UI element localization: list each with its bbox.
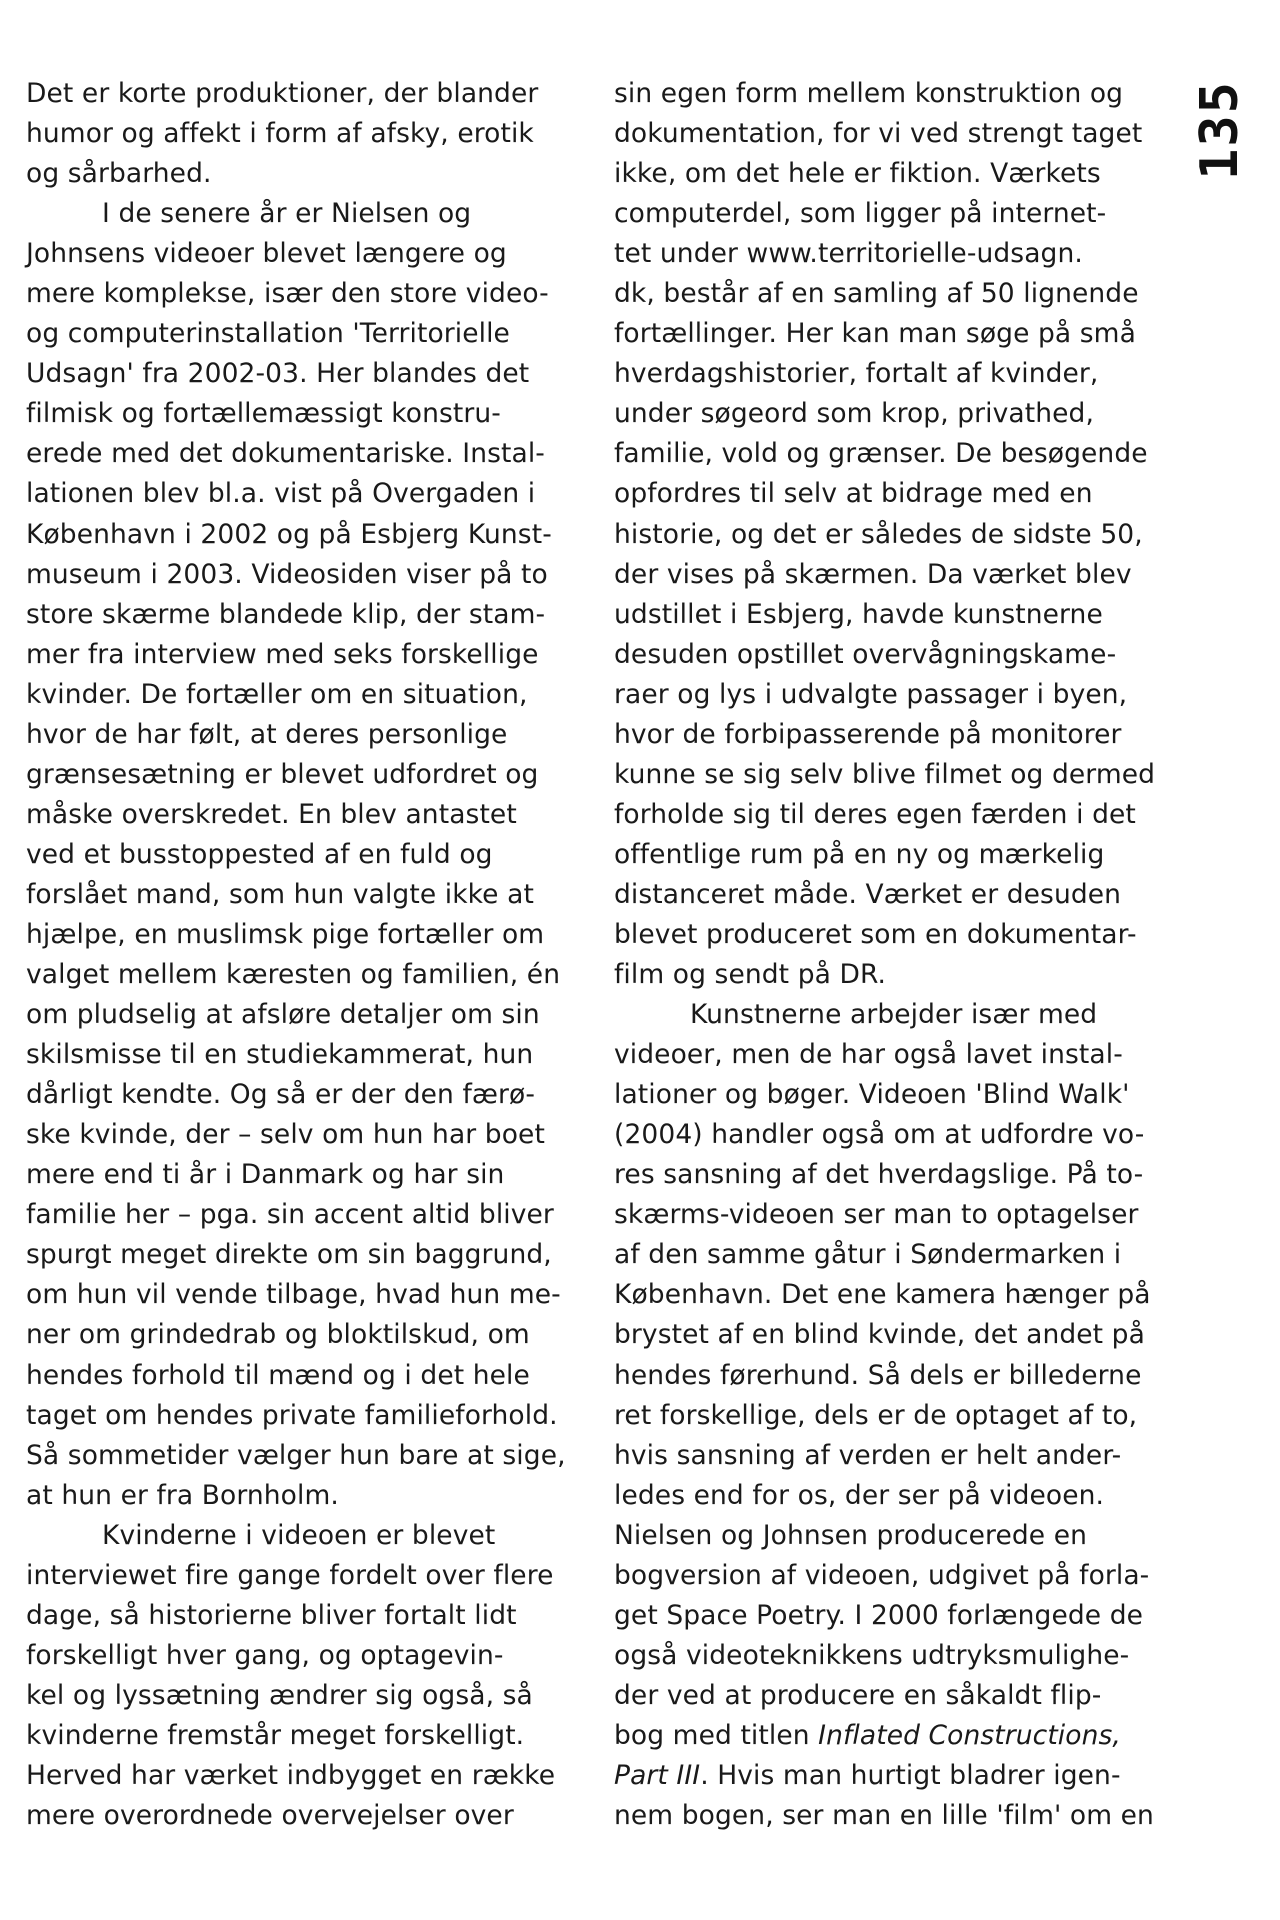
line-text: raer og lys i udvalgte passager i byen, — [614, 678, 1128, 710]
line-text: Kvinderne i videoen er blevet — [102, 1519, 496, 1551]
line-text: mere end ti år i Danmark og har sin — [26, 1159, 505, 1191]
line-text: ske kvinde, der – selv om hun har boet — [26, 1119, 545, 1151]
text-line — [26, 154, 566, 194]
text-line — [26, 394, 566, 434]
text-line — [614, 154, 1154, 194]
text-line — [614, 1035, 1154, 1075]
text-column-left — [26, 74, 566, 1836]
text-line — [26, 194, 566, 234]
text-line — [614, 795, 1154, 835]
text-line — [26, 635, 566, 675]
text-line — [614, 1596, 1154, 1636]
text-line — [26, 1195, 566, 1235]
text-line — [26, 74, 566, 114]
line-text: valget mellem kæresten og familien, én — [26, 959, 561, 991]
line-text: udstillet i Esbjerg, havde kunstnerne — [614, 598, 1103, 630]
text-line — [26, 715, 566, 755]
line-text: København. Det ene kamera hænger på — [614, 1279, 1151, 1311]
line-text: historie, og det er således de sidste 50, — [614, 518, 1143, 550]
line-text: fortællinger. Her kan man søge på små — [614, 318, 1136, 350]
line-text: opfordres til selv at bidrage med en — [614, 478, 1093, 510]
line-text: hendes forhold til mænd og i det hele — [26, 1359, 530, 1391]
page-number — [1190, 80, 1250, 180]
text-line — [26, 1436, 566, 1476]
line-text: interviewet fire gange fordelt over flere — [26, 1559, 554, 1591]
text-line — [614, 995, 1154, 1035]
text-line — [614, 875, 1154, 915]
line-text: hvor de har følt, at deres personlige — [26, 718, 508, 750]
line-text: forslået mand, som hun valgte ikke at — [26, 878, 534, 910]
text-line — [614, 1676, 1154, 1716]
text-line — [26, 1716, 566, 1756]
line-text: hverdagshistorier, fortalt af kvinder, — [614, 358, 1099, 390]
line-text: Herved har værket indbygget en række — [26, 1759, 556, 1791]
text-line — [26, 354, 566, 394]
text-line — [26, 1516, 566, 1556]
text-line — [26, 915, 566, 955]
text-line — [26, 1796, 566, 1836]
text-line — [26, 1676, 566, 1716]
text-line — [614, 434, 1154, 474]
text-line — [26, 1315, 566, 1355]
text-line — [26, 434, 566, 474]
line-text: film og sendt på DR. — [614, 959, 887, 991]
line-text: mere komplekse, især den store video- — [26, 278, 549, 310]
text-line — [614, 1556, 1154, 1596]
text-line — [614, 234, 1154, 274]
text-line — [26, 234, 566, 274]
line-text: lationer og bøger. Videoen 'Blind Walk' — [614, 1079, 1130, 1111]
line-text: get Space Poetry. I 2000 forlængede de — [614, 1599, 1144, 1631]
line-text: erede med det dokumentariske. Instal- — [26, 438, 545, 470]
text-line — [26, 114, 566, 154]
text-line — [26, 1115, 566, 1155]
text-line — [26, 1476, 566, 1516]
text-line — [614, 1796, 1154, 1836]
text-line — [614, 1315, 1154, 1355]
text-line — [614, 1115, 1154, 1155]
line-text: af den samme gåtur i Søndermarken i — [614, 1239, 1122, 1271]
line-text: om pludselig at afsløre detaljer om sin — [26, 999, 540, 1031]
text-line — [614, 1396, 1154, 1436]
line-text: taget om hendes private familieforhold. — [26, 1399, 558, 1431]
line-text: ner om grindedrab og bloktilskud, om — [26, 1319, 530, 1351]
line-text: kel og lyssætning ændrer sig også, så — [26, 1679, 533, 1711]
line-text: bog med titlen — [614, 1719, 819, 1751]
line-text: skilsmisse til en studiekammerat, hun — [26, 1039, 534, 1071]
line-text: skærms-videoen ser man to optagelser — [614, 1199, 1139, 1231]
text-line — [614, 1436, 1154, 1476]
text-line — [26, 1756, 566, 1796]
text-line — [26, 1035, 566, 1075]
text-line — [26, 595, 566, 635]
line-text: res sansning af det hverdagslige. På to- — [614, 1159, 1144, 1191]
line-text: familie, vold og grænser. De besøgende — [614, 438, 1148, 470]
text-line — [26, 995, 566, 1035]
text-line — [26, 1556, 566, 1596]
text-line — [614, 915, 1154, 955]
text-line — [614, 354, 1154, 394]
text-line — [614, 1716, 1154, 1756]
line-text: kvinder. De fortæller om en situation, — [26, 678, 528, 710]
line-text: hvis sansning af verden er helt ander- — [614, 1439, 1122, 1471]
line-text: forholde sig til deres egen færden i det — [614, 798, 1136, 830]
line-text: dokumentation, for vi ved strengt taget — [614, 118, 1143, 150]
line-text: distanceret måde. Værket er desuden — [614, 878, 1122, 910]
line-text: ved et busstoppested af en fuld og — [26, 838, 493, 870]
line-text: ledes end for os, der ser på videoen. — [614, 1479, 1105, 1511]
text-line — [614, 595, 1154, 635]
line-text: nem bogen, ser man en lille 'film' om en — [614, 1800, 1154, 1832]
line-text: under søgeord som krop, privathed, — [614, 398, 1094, 430]
text-line — [614, 1275, 1154, 1315]
text-line — [614, 1155, 1154, 1195]
line-text: (2004) handler også om at udfordre vo- — [614, 1119, 1145, 1151]
text-line — [26, 1596, 566, 1636]
line-text: filmisk og fortællemæssigt konstru- — [26, 398, 501, 430]
line-text: mer fra interview med seks forskellige — [26, 638, 539, 670]
text-line — [26, 955, 566, 995]
line-text: I de senere år er Nielsen og — [102, 198, 472, 230]
line-text: dk, består af en samling af 50 lignende — [614, 278, 1139, 310]
line-text-after: . Hvis man hurtigt bladrer igen- — [700, 1759, 1121, 1791]
line-text: museum i 2003. Videosiden viser på to — [26, 558, 548, 590]
text-line — [26, 1075, 566, 1115]
text-line — [26, 314, 566, 354]
text-line — [614, 755, 1154, 795]
text-line — [614, 274, 1154, 314]
text-line — [614, 314, 1154, 354]
text-line — [26, 875, 566, 915]
line-text: at hun er fra Bornholm. — [26, 1479, 339, 1511]
text-line — [26, 755, 566, 795]
text-line — [26, 1356, 566, 1396]
text-line — [26, 555, 566, 595]
line-text: brystet af en blind kvinde, det andet på — [614, 1319, 1145, 1351]
text-line — [26, 274, 566, 314]
line-text: store skærme blandede klip, der stam- — [26, 598, 546, 630]
text-line — [26, 1275, 566, 1315]
text-line — [614, 515, 1154, 555]
page-number-text: 135 — [1190, 80, 1250, 180]
text-line — [614, 114, 1154, 154]
text-line — [614, 1235, 1154, 1275]
line-text: København i 2002 og på Esbjerg Kunst- — [26, 518, 552, 550]
line-text: hvor de forbipasserende på monitorer — [614, 718, 1122, 750]
text-line — [26, 675, 566, 715]
line-text: dårligt kendte. Og så er der den færø- — [26, 1079, 535, 1111]
text-line — [26, 1396, 566, 1436]
text-line — [26, 515, 566, 555]
line-text: humor og affekt i form af afsky, erotik — [26, 118, 534, 150]
text-line — [614, 1075, 1154, 1115]
text-line — [26, 795, 566, 835]
line-text: Udsagn' fra 2002-03. Her blandes det — [26, 358, 530, 390]
line-text: hendes førerhund. Så dels er billederne — [614, 1359, 1142, 1391]
line-text: Det er korte produktioner, der blander — [26, 78, 539, 109]
line-text: Så sommetider vælger hun bare at sige, — [26, 1439, 566, 1471]
text-line — [614, 1756, 1154, 1796]
text-line — [614, 635, 1154, 675]
text-line — [614, 1516, 1154, 1556]
text-line — [614, 1476, 1154, 1516]
line-text: Kunstnerne arbejder især med — [690, 999, 1098, 1031]
text-line — [614, 194, 1154, 234]
line-text: og computerinstallation 'Territorielle — [26, 318, 510, 350]
line-text: offentlige rum på en ny og mærkelig — [614, 838, 1105, 870]
line-text: spurgt meget direkte om sin baggrund, — [26, 1239, 552, 1271]
line-text: blevet produceret som en dokumentar- — [614, 918, 1137, 950]
text-line — [614, 1356, 1154, 1396]
text-line — [614, 715, 1154, 755]
line-text: kunne se sig selv blive filmet og dermed — [614, 758, 1156, 790]
book-title-italic: Inflated Constructions, — [818, 1719, 1121, 1751]
line-text: mere overordnede overvejelser over — [26, 1800, 514, 1832]
line-text: ikke, om det hele er fiktion. Værkets — [614, 158, 1101, 190]
line-text: dage, så historierne bliver fortalt lidt — [26, 1599, 517, 1631]
text-line — [614, 955, 1154, 995]
text-line — [614, 1195, 1154, 1235]
line-text: computerdel, som ligger på internet- — [614, 198, 1107, 230]
text-column-right — [614, 74, 1154, 1836]
text-line — [26, 1155, 566, 1195]
line-text: sin egen form mellem konstruktion og — [614, 78, 1124, 109]
line-text: kvinderne fremstår meget forskelligt. — [26, 1719, 525, 1751]
line-text: Nielsen og Johnsen producerede en — [614, 1519, 1087, 1551]
text-line — [614, 394, 1154, 434]
book-title-italic: Part III — [614, 1759, 701, 1791]
line-text: der vises på skærmen. Da værket blev — [614, 558, 1132, 590]
line-text: også videoteknikkens udtryksmulighe- — [614, 1639, 1130, 1671]
text-line — [614, 74, 1154, 114]
line-text: familie her – pga. sin accent altid bliver — [26, 1199, 554, 1231]
line-text: hjælpe, en muslimsk pige fortæller om — [26, 918, 545, 950]
line-text: Johnsens videoer blevet længere og — [26, 238, 507, 270]
line-text: der ved at producere en såkaldt flip- — [614, 1679, 1102, 1711]
text-line — [26, 474, 566, 514]
text-line — [614, 1636, 1154, 1676]
text-line — [26, 835, 566, 875]
line-text: forskelligt hver gang, og optagevin- — [26, 1639, 504, 1671]
line-text: lationen blev bl.a. vist på Overgaden i — [26, 478, 536, 510]
line-text: videoer, men de har også lavet instal- — [614, 1039, 1123, 1071]
line-text: og sårbarhed. — [26, 158, 212, 190]
line-text: tet under www.territorielle-udsagn. — [614, 238, 1083, 270]
line-text: ret forskellige, dels er de optaget af to, — [614, 1399, 1138, 1431]
line-text: bogversion af videoen, udgivet på forla- — [614, 1559, 1150, 1591]
line-text: måske overskredet. En blev antastet — [26, 798, 517, 830]
text-line — [614, 835, 1154, 875]
text-line — [614, 474, 1154, 514]
text-line — [26, 1636, 566, 1676]
text-line — [26, 1235, 566, 1275]
line-text: desuden opstillet overvågningskame- — [614, 638, 1117, 670]
text-line — [614, 675, 1154, 715]
text-line — [614, 555, 1154, 595]
line-text: om hun vil vende tilbage, hvad hun me- — [26, 1279, 561, 1311]
line-text: grænsesætning er blevet udfordret og — [26, 758, 539, 790]
